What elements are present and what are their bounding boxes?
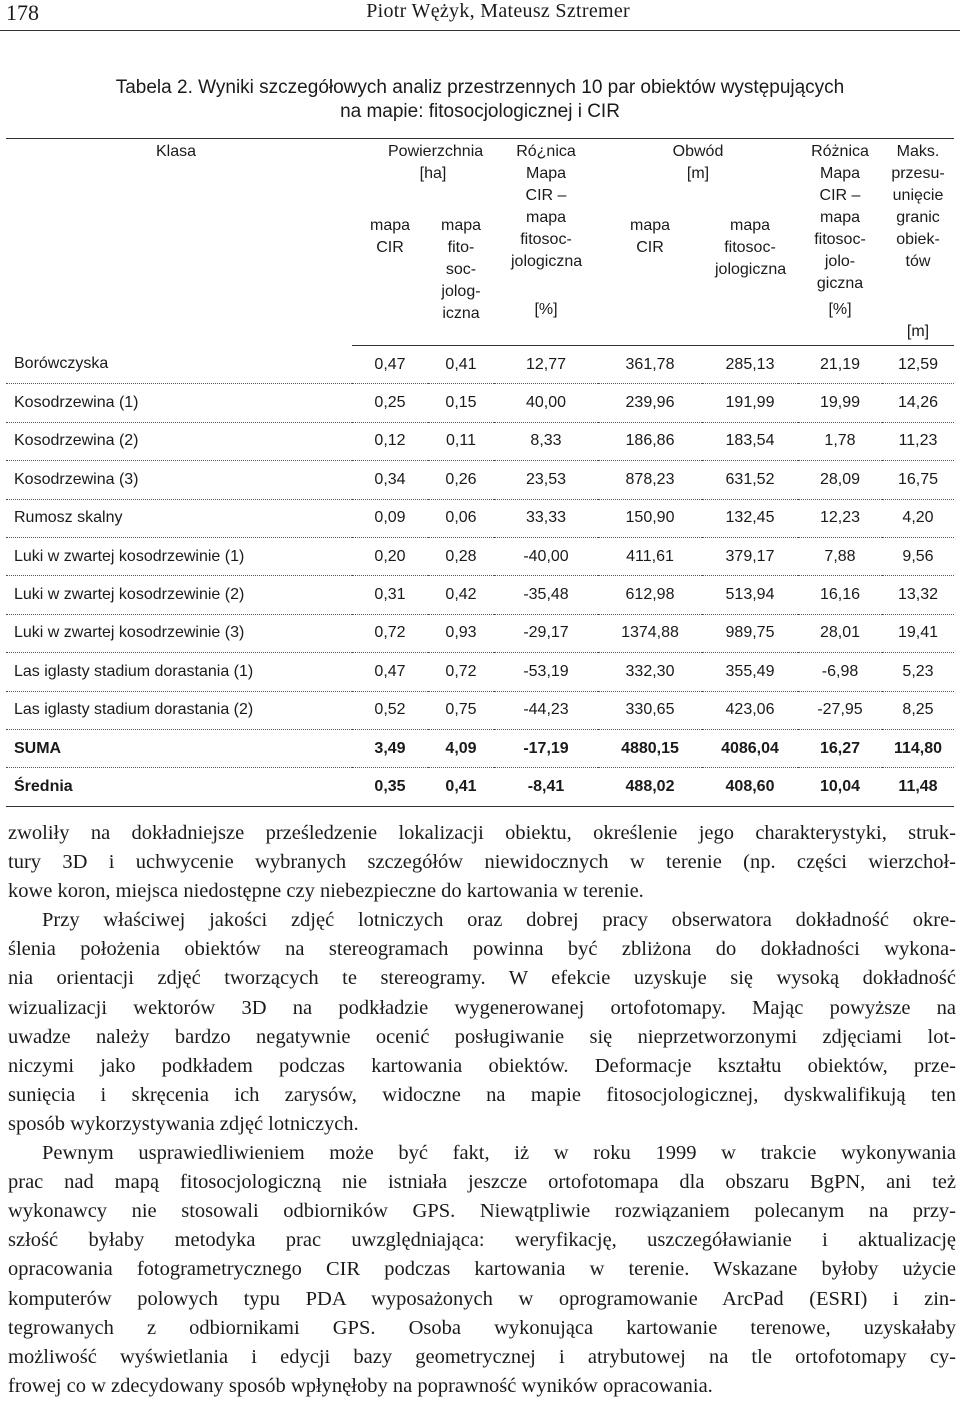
header-powierzchnia: Powierzchnia [ha]: [388, 143, 484, 182]
table-cell: 0,42: [428, 576, 494, 614]
row-label: Kosodrzewina (2): [6, 422, 352, 460]
table-cell: 285,13: [702, 346, 798, 384]
row-label: Luki w zwartej kosodrzewinie (1): [6, 537, 352, 575]
table-cell: -53,19: [494, 653, 598, 691]
table-cell: 1,78: [798, 422, 882, 460]
header-maks-przesuniecie: Maks. przesu-unięcie granic obiek-tów [m]: [882, 139, 954, 346]
table-row: [6, 653, 954, 691]
table-cell: 40,00: [494, 384, 598, 422]
header-roznica-powierzchni-unit: [%]: [534, 301, 558, 318]
table-cell: 878,23: [598, 461, 702, 499]
table-cell: 16,27: [798, 729, 882, 767]
table-cell: 989,75: [702, 614, 798, 652]
table-cell: 361,78: [598, 346, 702, 384]
table-cell: 0,93: [428, 614, 494, 652]
table-cell: 0,25: [352, 384, 428, 422]
table-cell: 14,26: [882, 384, 954, 422]
table-cell: 183,54: [702, 422, 798, 460]
table-cell: 0,75: [428, 691, 494, 729]
table-cell: 513,94: [702, 576, 798, 614]
table-cell: 28,09: [798, 461, 882, 499]
table-cell: 423,06: [702, 691, 798, 729]
table-cell: 33,33: [494, 499, 598, 537]
header-obwod: Obwód [m]: [672, 143, 724, 182]
table-cell: 0,12: [352, 422, 428, 460]
row-label: Luki w zwartej kosodrzewinie (2): [6, 576, 352, 614]
table-cell: 239,96: [598, 384, 702, 422]
header-pow-fito: mapa fito-soc-jolog-iczna: [428, 201, 494, 346]
table-cell: 13,32: [882, 576, 954, 614]
table-row: [6, 537, 954, 575]
row-label: Kosodrzewina (3): [6, 461, 352, 499]
table-row: [6, 576, 954, 614]
table-row: [6, 384, 954, 422]
row-label: Borówczyska: [6, 346, 352, 384]
table-cell: 488,02: [598, 768, 702, 806]
row-label: Las iglasty stadium dorastania (1): [6, 653, 352, 691]
table-cell: 4,09: [428, 729, 494, 767]
body-line: prac nad mapą fitosocjologiczną nie istniała jeszcze ortofotomapa dla obszaru BgPN, ani też: [8, 1171, 956, 1194]
table-cell: -35,48: [494, 576, 598, 614]
table-cell: 408,60: [702, 768, 798, 806]
body-text: [8, 819, 956, 1401]
table-cell: 12,59: [882, 346, 954, 384]
header-obw-cir: mapa CIR: [598, 201, 702, 346]
table-cell: 132,45: [702, 499, 798, 537]
table-cell: 5,23: [882, 653, 954, 691]
body-line: nia orientacji zdjęć tworzących te stereogramy. W efekcie uzyskuje się wysoką dokładność: [8, 967, 956, 990]
table-row: [6, 691, 954, 729]
table-cell: 4086,04: [702, 729, 798, 767]
table-cell: 0,41: [428, 346, 494, 384]
table-cell: 0,20: [352, 537, 428, 575]
table-row: [6, 346, 954, 384]
body-line: sunięcia i skręcenia ich zarysów, widoczne na mapie fitosocjologicznej, dyskwalifikują ten: [8, 1083, 956, 1106]
table-cell: 8,33: [494, 422, 598, 460]
table-cell: 0,35: [352, 768, 428, 806]
body-line: Przy właściwej jakości zdjęć lotniczych oraz dobrej pracy obserwatora dokładność okre-: [42, 909, 956, 932]
running-head: [0, 0, 960, 31]
table-cell: 0,47: [352, 653, 428, 691]
body-line: zwoliły na dokładniejsze prześledzenie lokalizacji obiektu, określenie jego charakterystyki, struk-: [8, 822, 956, 844]
table-row: [6, 422, 954, 460]
table-cell: 16,16: [798, 576, 882, 614]
table-cell: 186,86: [598, 422, 702, 460]
body-line: wizualizacji wektorów 3D na podkładzie wygenerowanej ortofotomapy. Mając powyższe na: [8, 996, 956, 1019]
header-klasa: Klasa: [156, 143, 197, 160]
row-label: Kosodrzewina (1): [6, 384, 352, 422]
body-line: uwadze należy bardzo negatywnie ocenić posługiwanie się nieprzetworzonymi zdjęciami lot-: [8, 1025, 956, 1048]
table-cell: 19,41: [882, 614, 954, 652]
table-cell: 150,90: [598, 499, 702, 537]
body-line: możliwość wyświetlania i edycji bazy geometrycznej i atrybutowej na tle ortofotomapy cy-: [8, 1345, 956, 1368]
table-cell: 11,48: [882, 768, 954, 806]
body-line: frowej co w zdecydowany sposób wpłynęłoby na poprawność wyników opracowania.: [8, 1374, 713, 1397]
table-cell: 0,31: [352, 576, 428, 614]
table-cell: 11,23: [882, 422, 954, 460]
table-cell: 379,17: [702, 537, 798, 575]
table-cell: 1374,88: [598, 614, 702, 652]
table-cell: 4,20: [882, 499, 954, 537]
table-cell: -8,41: [494, 768, 598, 806]
header-roznica-obwodu: Różnica Mapa CIR – mapa fitosoc-jolo-giczna [%]: [798, 139, 882, 346]
running-head-authors: Piotr Wężyk, Mateusz Sztremer: [366, 0, 630, 22]
table-cell: 3,49: [352, 729, 428, 767]
table-cell: 114,80: [882, 729, 954, 767]
results-table: [6, 138, 954, 807]
table-cell: -40,00: [494, 537, 598, 575]
body-line: sposób wykorzystywania zdjęć lotniczych.: [8, 1112, 359, 1135]
table-cell: 191,99: [702, 384, 798, 422]
table-cell: 21,19: [798, 346, 882, 384]
table-cell: 12,77: [494, 346, 598, 384]
header-roznica-powierzchni: Ró¿nica Mapa CIR – mapa fitosoc-jologiczna [%]: [494, 139, 598, 346]
body-line: Pewnym usprawiedliwieniem może być fakt, iż w roku 1999 w trakcie wykonywania: [42, 1142, 956, 1165]
table-cell: 0,11: [428, 422, 494, 460]
table-cell: 7,88: [798, 537, 882, 575]
table-cell: -27,95: [798, 691, 882, 729]
table-cell: 16,75: [882, 461, 954, 499]
table-cell: 28,01: [798, 614, 882, 652]
table-cell: 0,52: [352, 691, 428, 729]
table-cell: 0,28: [428, 537, 494, 575]
body-line: wykonawcy nie stosowali odbiorników GPS. Niewątpliwie rozwiązaniem polecanym na przy-: [8, 1200, 956, 1223]
table-cell: -44,23: [494, 691, 598, 729]
table-cell: -29,17: [494, 614, 598, 652]
body-line: kowe koron, miejsca niedostępne czy niebezpieczne do kartowania w terenie.: [8, 880, 644, 903]
table-cell: 0,72: [352, 614, 428, 652]
table-cell: 9,56: [882, 537, 954, 575]
table-cell: 23,53: [494, 461, 598, 499]
body-line: ślenia położenia obiektów na stereogramach powinna być zbliżona do dokładności wykona-: [8, 938, 956, 961]
table-cell: 0,06: [428, 499, 494, 537]
header-roznica-obwodu-unit: [%]: [828, 301, 852, 318]
row-label: SUMA: [6, 729, 352, 767]
table-cell: 8,25: [882, 691, 954, 729]
results-table-body: [6, 346, 954, 807]
body-line: tury 3D i uchwycenie wybranych szczegółów niewidocznych w terenie (np. części wierzchoł-: [8, 851, 956, 874]
table-cell: 330,65: [598, 691, 702, 729]
body-line: niczymi jako podkładem podczas kartowania obiektów. Deformacje kształtu obiektów, prze-: [8, 1054, 956, 1077]
table-cell: 10,04: [798, 768, 882, 806]
header-obw-fito: mapa fitosoc-jologiczna: [702, 201, 798, 346]
body-line: szłość byłaby metodyka prac uwzględniająca: weryfikację, uszczegóławianie i aktualizację: [8, 1229, 956, 1252]
table-cell: 612,98: [598, 576, 702, 614]
table-cell: 0,34: [352, 461, 428, 499]
table-caption-line-1: Tabela 2. Wyniki szczegółowych analiz przestrzennych 10 par obiektów występujących: [115, 77, 845, 98]
table-cell: 19,99: [798, 384, 882, 422]
row-label: Las iglasty stadium dorastania (2): [6, 691, 352, 729]
table-cell: 0,41: [428, 768, 494, 806]
body-line: tegrowanych z odbiornikami GPS. Osoba wykonująca kartowanie terenowe, uzyskałaby: [8, 1316, 956, 1339]
table-cell: 0,15: [428, 384, 494, 422]
table-cell: 411,61: [598, 537, 702, 575]
table-cell: 0,26: [428, 461, 494, 499]
row-label: Rumosz skalny: [6, 499, 352, 537]
header-pow-cir: mapa CIR: [352, 201, 428, 346]
table-cell: 355,49: [702, 653, 798, 691]
table-cell: 0,72: [428, 653, 494, 691]
table-cell: -6,98: [798, 653, 882, 691]
summary-row: [6, 729, 954, 767]
table-cell: 4880,15: [598, 729, 702, 767]
row-label: Średnia: [6, 768, 352, 806]
summary-row: [6, 768, 954, 806]
body-line: opracowania fotogrametrycznego CIR podczas kartowania w terenie. Wskazane byłoby użycie: [8, 1258, 956, 1281]
body-line: komputerów polowych typu PDA wyposażonych w oprogramowanie ArcPad (ESRI) i zin-: [8, 1287, 956, 1310]
table-cell: 0,09: [352, 499, 428, 537]
row-label: Luki w zwartej kosodrzewinie (3): [6, 614, 352, 652]
table-caption-line-2: na mapie: fitosocjologicznej i CIR: [340, 101, 620, 122]
table-cell: -17,19: [494, 729, 598, 767]
table-row: [6, 614, 954, 652]
header-maks-unit: [m]: [906, 323, 930, 340]
table-cell: 631,52: [702, 461, 798, 499]
table-cell: 0,47: [352, 346, 428, 384]
table-row: [6, 499, 954, 537]
page-number: 178: [6, 0, 39, 25]
table-cell: 12,23: [798, 499, 882, 537]
table-cell: 332,30: [598, 653, 702, 691]
table-row: [6, 461, 954, 499]
